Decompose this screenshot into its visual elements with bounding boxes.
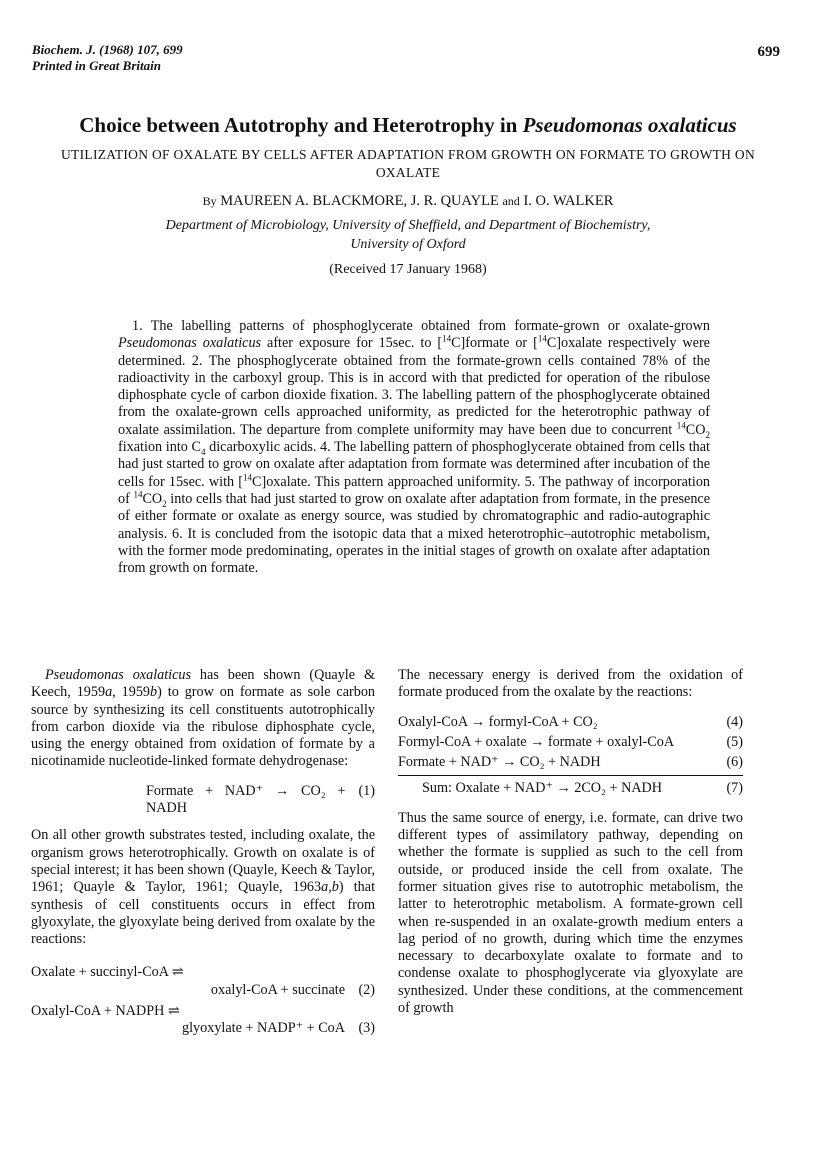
equation-text: glyoxylate + NADP⁺ + CoA [182, 1020, 345, 1037]
intro-paragraph-2 [31, 827, 375, 948]
equation-text: Formate + NAD⁺ → CO₂ + NADH [398, 754, 601, 771]
author-names-1: MAUREEN A. BLACKMORE, J. R. QUAYLE [220, 193, 499, 209]
equation-number: (7) [726, 780, 743, 797]
equation-3 [31, 1003, 375, 1038]
equation-text: Formate + NAD⁺ → CO₂ + NADH [146, 782, 346, 817]
abstract-text: C]formate or [ [451, 335, 538, 352]
equation-5 [398, 734, 743, 751]
page-number: 699 [757, 44, 780, 60]
intro-paragraph-1 [31, 667, 375, 771]
by-label: By [202, 194, 217, 208]
received-date: (Received 17 January 1968) [329, 262, 487, 277]
abstract-text: 1. The labelling patterns of phosphoglycerate obtained from formate-grown or oxalate-grown [132, 318, 710, 334]
body-text: , 1959 [112, 684, 151, 701]
equation-block [398, 714, 743, 798]
equation-text: oxalyl-CoA + succinate [210, 981, 345, 998]
equation-number: (4) [726, 713, 743, 730]
author-names-2: I. O. WALKER [523, 193, 614, 209]
isotope-superscript: 14 [537, 333, 547, 344]
equation-text: Oxalate + succinyl-CoA ⇌ [31, 964, 184, 981]
body-text: has been shown (Quayle & Keech, 1959 [31, 667, 375, 701]
affiliation-line-2: University of Oxford [350, 237, 466, 252]
isotope-superscript: 14 [442, 333, 452, 344]
equation-number: (5) [726, 733, 743, 750]
body-text: ) that synthesis of cell constituents occurs in effect from glyoxylate, the glyoxylate being derived from oxalate by the reactions: [31, 879, 376, 948]
equation-text: Sum: Oxalate + NAD⁺ → 2CO₂ + NADH [422, 780, 663, 797]
equation-number: (3) [358, 1020, 375, 1037]
formula-subscript: 4 [200, 446, 206, 457]
equation-6 [398, 754, 743, 775]
body-text: ) to grow on formate as sole carbon source by synthesizing its cell constituents autotrophically from carbon dioxide via the ribulose diphosphate cycle, using the energy obtained from oxidation of formate by a nicotinamide nucleotide-linked formate dehydrogenase: [31, 684, 376, 770]
isotope-superscript: 14 [243, 471, 253, 482]
abstract-text: C]oxalate respectively were determined. 2. The phosphoglycerate obtained from the formate-grown cells contained 78% of the radioactivity in the carboxyl group. This is in accord with that predicted for operation of the ribulose diphosphate cycle of carbon dioxide fixation. 3. The labelling pattern of the phosphoglycerate obtained from the oxalate-grown cells approached uniformity, as predicted for the heterotrophic pathway of oxalate assimilation. The departure from complete uniformity may have been due to concurrent [118, 335, 710, 438]
journal-citation: Biochem. J. (1968) 107, 699 [32, 42, 183, 57]
citation-suffix: b [150, 684, 158, 701]
left-column [31, 667, 375, 1038]
title-text: Choice between Autotrophy and Heterotrophy in [79, 113, 523, 137]
equation-text: Oxalyl-CoA + NADPH ⇌ [31, 1003, 180, 1020]
equation-3-line-2 [31, 1020, 375, 1037]
organism-name: Pseudomonas oxalaticus [45, 667, 192, 683]
equation-2-line-2 [31, 982, 375, 999]
equation-number: (1) [358, 782, 375, 799]
abstract-text: CO [685, 421, 706, 438]
equation-number: (2) [358, 981, 375, 998]
citation-suffix: a,b [321, 879, 339, 896]
isotope-superscript: 14 [133, 489, 143, 500]
affiliation [70, 216, 746, 254]
equation-1 [146, 783, 375, 818]
citation-suffix: a [105, 684, 113, 701]
body-text: On all other growth substrates tested, including oxalate, the organism grows heterotrophically. Growth on oxalate is of special interest; it has been shown (Quayle, Keech & Taylor, 1961; Quayle & Taylor, 1961; Quayle, 1963 [31, 827, 375, 896]
abstract-text: CO [142, 490, 163, 507]
running-header [32, 42, 183, 74]
equation-number: (6) [726, 754, 743, 771]
and-label: and [502, 194, 520, 208]
abstract-text: into cells that had just started to grow on oxalate after adaptation from formate, in the presence of either formate or oxalate as energy source, was studied by chromatographic and radio-autographic analysis. 6. It is concluded from the isotopic data that a mixed heterotrophic–autotrophic metabolism, with the former mode predominating, operates in the initial stages of growth on oxalate after adaptation from growth on formate. [118, 490, 711, 577]
abstract-text: fixation into C [118, 439, 201, 456]
equation-text: Oxalyl-CoA → formyl-CoA + CO₂ [398, 713, 598, 730]
affiliation-line-1: Department of Microbiology, University of Sheffield, and Department of Biochemistry, [165, 218, 651, 233]
article-subtitle: UTILIZATION OF OXALATE BY CELLS AFTER ADAPTATION FROM GROWTH ON FORMATE TO GROWTH ON OXALATE [61, 147, 755, 180]
equation-text: Formyl-CoA + oxalate → formate + oxalyl-CoA [398, 733, 675, 750]
title-organism: Pseudomonas oxalaticus [522, 113, 737, 137]
sum-rule [398, 775, 743, 776]
body-paragraph: Thus the same source of energy, i.e. formate, can drive two different types of assimilatory pathway, depending on whether the formate is supplied as such to the cell from outside, or produced inside the cell from oxalate. The former situation gives rise to autotrophic metabolism, the latter to heterotrophic metabolism. A formate-grown cell when re-suspended in an oxalate-growth medium enters a lag period of no growth, during which time the enzymes necessary to decarboxylate oxalate to formate and to condense oxalate to phosphoglycerate via glyoxylate are synthesized. Under these conditions, at the commencement of growth [398, 809, 743, 1017]
printed-note: Printed in Great Britain [32, 58, 161, 73]
formula-subscript: 2 [705, 429, 710, 440]
abstract-text: after exposure for 15sec. to [ [261, 335, 443, 352]
abstract-text: dicarboxylic acids. 4. The labelling pattern of phosphoglycerate obtained from cells that had just started to grow on oxalate after adaptation from formate was determined after incubation of the cells for 15sec. with [ [118, 439, 711, 490]
right-column [398, 667, 743, 1017]
equation-4 [398, 714, 743, 731]
formula-subscript: 2 [162, 498, 167, 509]
equation-7 [398, 780, 743, 797]
abstract [118, 318, 710, 577]
equation-2 [31, 964, 375, 999]
author-line [0, 193, 816, 210]
isotope-superscript: 14 [676, 420, 686, 431]
abstract-text: C]oxalate. This pattern approached uniformity. 5. The pathway of incorporation of [118, 473, 711, 507]
abstract-organism: Pseudomonas oxalaticus [118, 335, 262, 352]
article-title [0, 113, 816, 138]
energy-paragraph: The necessary energy is derived from the oxidation of formate produced from the oxalate by the reactions: [398, 667, 743, 701]
